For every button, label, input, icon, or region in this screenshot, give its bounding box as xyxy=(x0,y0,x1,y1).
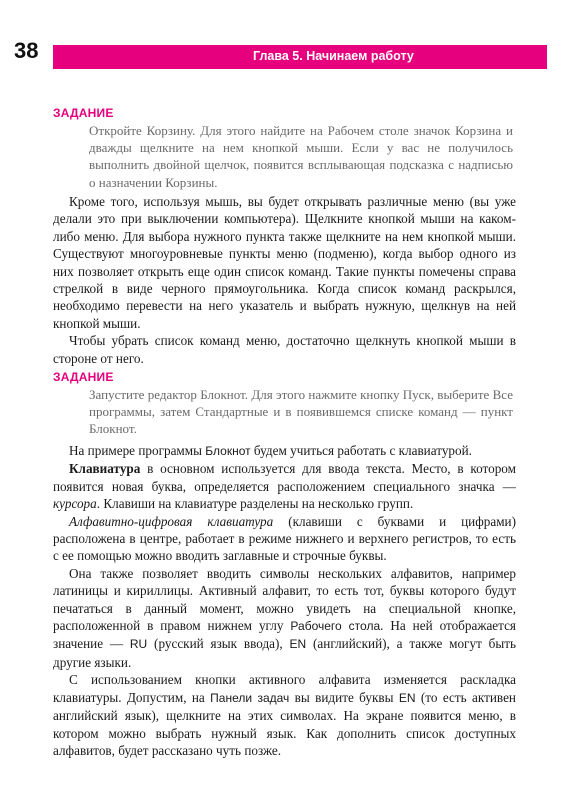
task-text: Запустите редактор Блокнот. Для этого нажмите кнопку Пуск, выберите Все программы, затем Стандартные и в появившемся списке команд — пункт Блокнот. xyxy=(89,387,513,437)
body-section-2 xyxy=(53,442,516,759)
paragraph: Чтобы убрать список команд меню, достаточно щелкнуть кнопкой мыши в стороне от него. xyxy=(53,333,516,366)
ui-desktop: Рабочего стола xyxy=(290,619,381,634)
paragraph: С использованием кнопки активного алфавита изменяется раскладка клавиатуры. Допустим, на Панели задач вы видите буквы EN (то есть активен английский язык), щелкните на этих символах. На экране появится меню, в котором можно выбрать нужный язык. Как дополнить список доступных алфавитов, будет рассказано чуть позже. xyxy=(53,672,516,758)
task-box-2 xyxy=(53,370,513,438)
chapter-title: Глава 5. Начинаем работу xyxy=(253,49,414,63)
lang-en: EN xyxy=(289,637,307,652)
task-text: Откройте Корзину. Для этого найдите на Рабочем столе значок Корзина и дважды щелкните на нем кнопкой мыши. Если у вас не получилось выполнить двойной щелчок, появится всплывающая подсказка с надписью о назначении Корзины. xyxy=(89,123,513,190)
term-alphanumeric: Алфавитно-цифровая клавиатура xyxy=(69,513,274,529)
paragraph: На примере программы Блокнот будем учиться работать с клавиатурой. xyxy=(69,443,472,458)
lang-en: EN xyxy=(398,690,416,705)
paragraph: Она также позволяет вводить символы нескольких алфавитов, например латиницы и кириллицы. Активный алфавит, то есть тот, буквы которого будут печататься в данный момент, можно увидеть на специальной кнопке, расположенной в правом нижнем углу Рабочего стола. На ней отображается значение — RU (русский язык ввода), EN (английский), а также могут быть другие языки. xyxy=(53,565,516,670)
body-section-1 xyxy=(53,193,516,367)
task-label: ЗАДАНИЕ xyxy=(53,370,114,384)
page-number: 38 xyxy=(14,38,39,63)
term-cursor: курсора xyxy=(53,496,97,512)
lang-ru: RU xyxy=(129,637,148,652)
paragraph: Клавиатура в основном используется для ввода текста. Место, в котором появится новая буква, определяется расположением специального значка — курсора. Клавиши на клавиатуре разделены на несколько групп. xyxy=(53,461,516,512)
app-name: Блокнот xyxy=(205,444,251,458)
task-label: ЗАДАНИЕ xyxy=(53,106,114,120)
term-keyboard: Клавиатура xyxy=(69,461,141,477)
paragraph: Алфавитно-цифровая клавиатура (клавиши с буквами и цифрами) расположена в центре, работает в режиме нижнего и верхнего регистров, то есть с ее помощью можно вводить заглавные и строчные буквы. xyxy=(53,513,516,564)
ui-taskbar: Панели задач xyxy=(210,690,290,705)
paragraph: Кроме того, используя мышь, вы будет открывать различные меню (вы уже делали это при выключении компьютера). Щелкните кнопкой мыши на каком-либо меню. Для выбора нужного пункта также щелкните на нем кнопкой мыши. Существуют многоуровневые пункты меню (подменю), когда выбор одного из них позволяет открыть еще один список команд. Такие пункты помечены справа стрелкой в виде черного прямоугольника. Когда список команд раскрылся, необходимо перевести на него указатель и выбрать нужную, щелкнув на ней кнопкой мыши. xyxy=(53,194,516,331)
chapter-header-bar xyxy=(53,45,547,69)
task-box-1 xyxy=(53,106,513,191)
